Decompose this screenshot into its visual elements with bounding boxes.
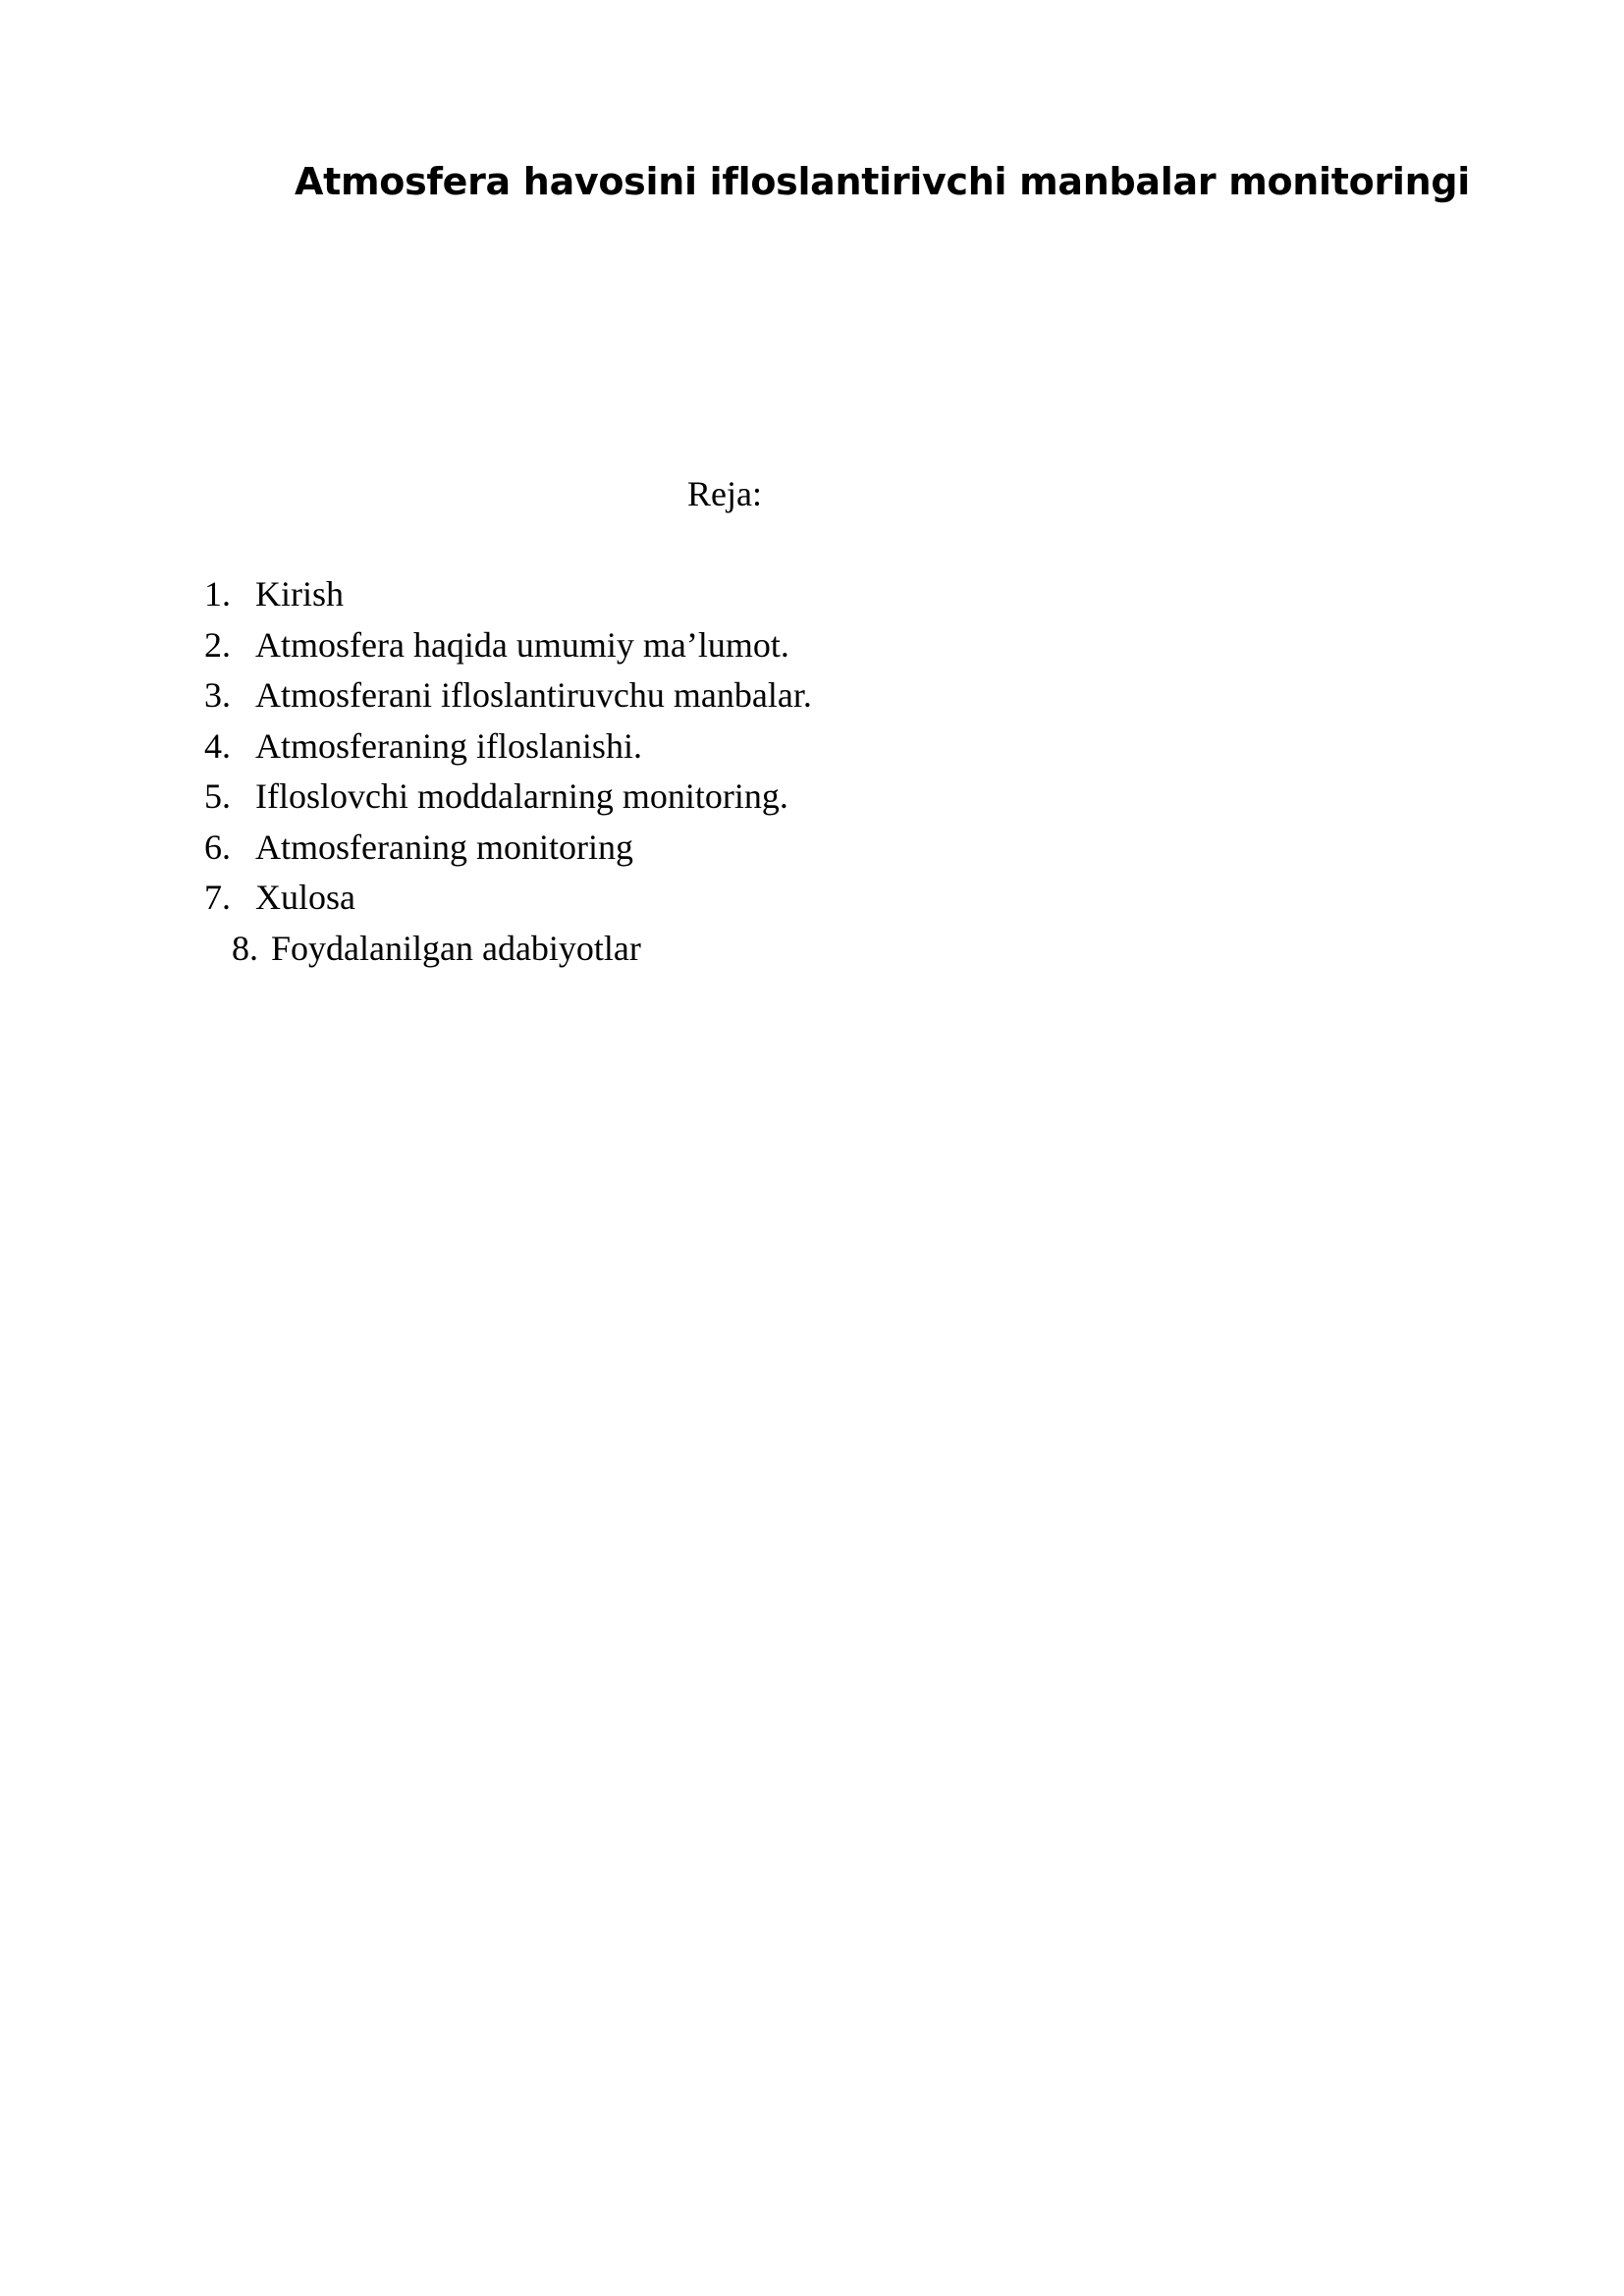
plan-heading: Reja:	[687, 474, 762, 513]
plan-item-text: Atmosferaning monitoring	[255, 827, 633, 867]
plan-item-text: Kirish	[255, 574, 344, 614]
plan-item-number: 5.	[204, 776, 231, 816]
plan-item-text: Atmosferani ifloslantiruvchu manbalar.	[255, 675, 812, 715]
plan-item-text: Ifloslovchi moddalarning monitoring.	[255, 776, 788, 816]
plan-item-number: 2.	[204, 624, 231, 665]
plan-item-number: 3.	[204, 675, 231, 715]
document-title: Atmosfera havosini ifloslantirivchi manbalar monitoringi	[295, 160, 1470, 203]
plan-item-text: Atmosfera haqida umumiy ma’lumot.	[255, 624, 789, 665]
plan-item-number: 4.	[204, 725, 231, 766]
plan-item-number: 1.	[204, 574, 231, 614]
plan-item-number: 8.	[232, 928, 258, 968]
plan-item-text: Foydalanilgan adabiyotlar	[271, 928, 641, 968]
plan-item-text: Xulosa	[255, 878, 355, 917]
plan-item-number: 6.	[204, 827, 231, 867]
plan-item-text: Atmosferaning ifloslanishi.	[255, 725, 642, 766]
plan-item-number: 7.	[204, 878, 231, 917]
